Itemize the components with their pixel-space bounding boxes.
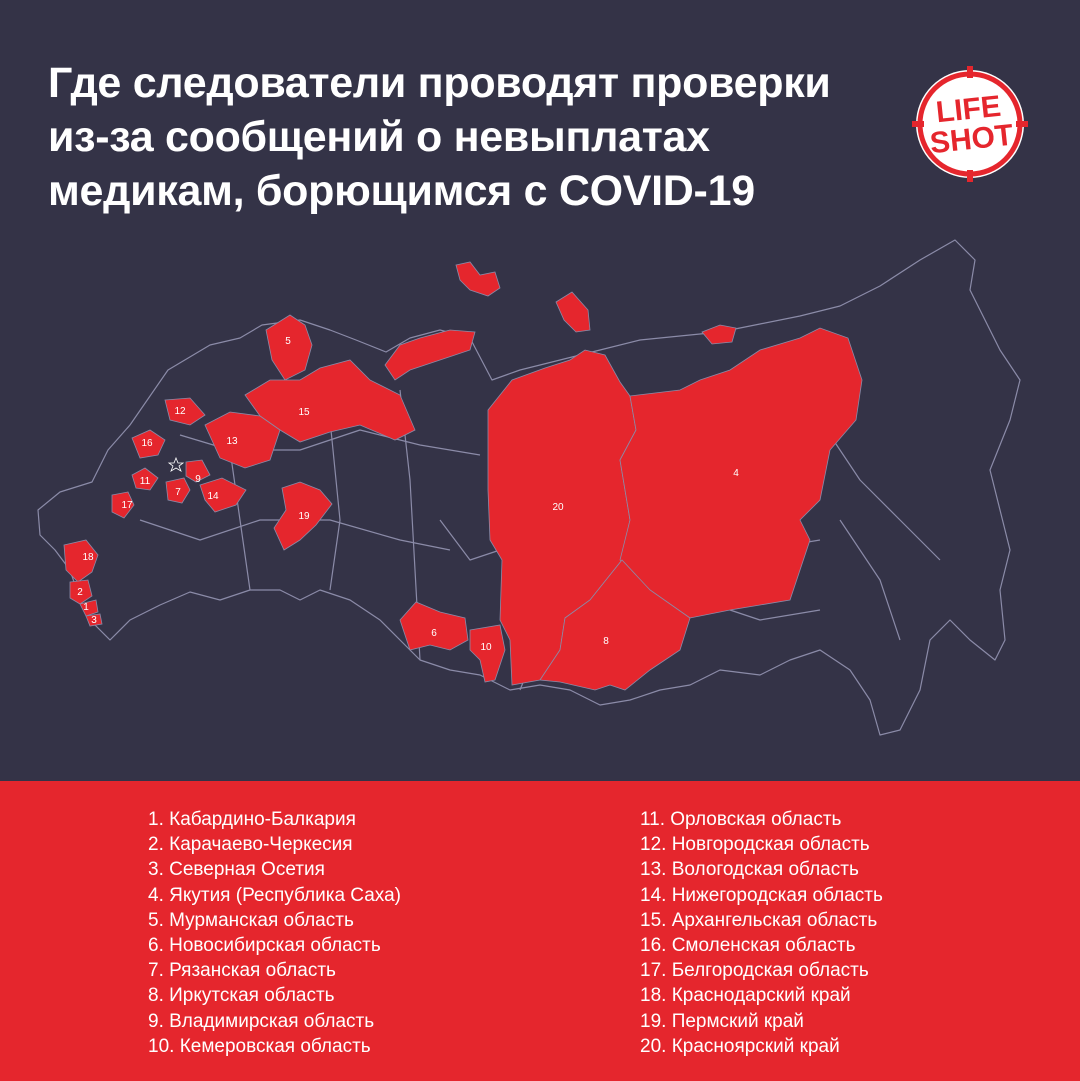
logo-word-life: LIFE (934, 89, 1003, 130)
title-line-1: Где следователи проводят проверки (48, 59, 831, 107)
legend-item: 11. Орловская область (640, 809, 842, 830)
legend-column-left (148, 807, 401, 1059)
region-label-4: 4 (733, 468, 739, 479)
logo-word-shot: SHOT (928, 118, 1015, 161)
region-label-19: 19 (298, 511, 310, 522)
legend-item: 12. Новгородская область (640, 834, 870, 856)
legend-item: 14. Нижегородская область (640, 884, 883, 906)
legend-item: 6. Новосибирская область (148, 935, 381, 957)
legend-item: 5. Мурманская область (148, 909, 354, 931)
region-label-6: 6 (431, 628, 437, 639)
region-yakutia (620, 328, 862, 618)
legend-item: 9. Владимирская область (148, 1010, 375, 1032)
region-label-18: 18 (82, 552, 94, 563)
region-novosibirsk (400, 602, 468, 650)
legend-item: 4. Якутия (Республика Саха) (148, 884, 401, 906)
region-label-5: 5 (285, 336, 291, 347)
region-label-1: 1 (83, 602, 89, 613)
russia-map (0, 220, 1080, 780)
region-label-17: 17 (121, 500, 133, 511)
region-label-16: 16 (141, 438, 153, 449)
region-label-15: 15 (298, 407, 310, 418)
region-kemerovo (470, 625, 505, 682)
region-label-13: 13 (226, 436, 238, 447)
region-label-2: 2 (77, 587, 83, 598)
region-label-20: 20 (552, 502, 564, 513)
lifeshot-logo (912, 66, 1028, 182)
region-label-10: 10 (480, 642, 492, 653)
legend-item: 16. Смоленская область (640, 935, 856, 957)
region-label-8: 8 (603, 636, 609, 647)
legend-item: 2. Карачаево-Черкесия (148, 834, 353, 856)
legend-item: 20. Красноярский край (640, 1035, 840, 1057)
legend-item: 1. Кабардино-Балкария (148, 809, 356, 830)
region-label-14: 14 (207, 491, 219, 502)
region-novosib-islands (702, 325, 736, 344)
region-nz-islands (456, 262, 500, 296)
region-label-9: 9 (195, 474, 201, 485)
legend-item: 18. Краснодарский край (640, 985, 851, 1007)
region-severnaya-zemlya (556, 292, 590, 332)
title-line-2: из-за сообщений о невыплатах (48, 113, 710, 161)
map-title (48, 56, 888, 218)
region-novaya-zemlya (385, 330, 475, 380)
legend-item: 15. Архангельская область (640, 909, 878, 931)
legend-item: 8. Иркутская область (148, 985, 335, 1007)
legend-column-right (640, 807, 883, 1059)
legend-item: 10. Кемеровская область (148, 1035, 371, 1057)
region-label-12: 12 (174, 406, 186, 417)
legend-panel (0, 781, 1080, 1081)
legend-item: 7. Рязанская область (148, 960, 336, 982)
legend-item: 19. Пермский край (640, 1010, 804, 1032)
legend-item: 13. Вологодская область (640, 859, 859, 881)
legend-item: 17. Белгородская область (640, 960, 869, 982)
moscow-star-icon (169, 458, 183, 471)
legend-item: 3. Северная Осетия (148, 859, 325, 881)
region-label-11: 11 (139, 476, 151, 487)
title-line-3: медикам, борющимся с COVID-19 (48, 167, 755, 215)
region-label-3: 3 (91, 615, 97, 626)
region-murmansk (266, 315, 312, 380)
region-label-7: 7 (175, 487, 181, 498)
